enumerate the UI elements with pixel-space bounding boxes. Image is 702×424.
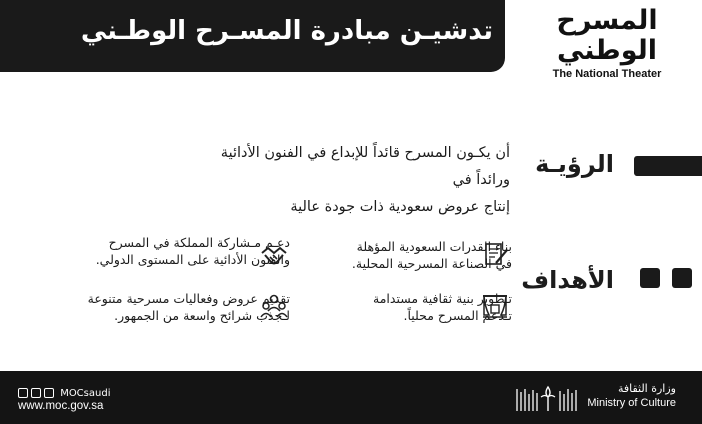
logo-arabic-line2: الوطني xyxy=(556,35,658,66)
vision-line-1: أن يكـون المسرح قائداً للإبداع في الفنون الأدائية ورائداً في xyxy=(220,145,510,188)
goal-3-line-1: تـطوير بنية ثقافية مستدامة xyxy=(373,291,512,306)
footer xyxy=(0,371,702,424)
goal-item xyxy=(272,238,512,272)
ministry-name-english: Ministry of Culture xyxy=(587,397,676,409)
youtube-icon[interactable] xyxy=(44,388,54,398)
goal-3-line-2: تـدعم المسرح محلياً. xyxy=(403,308,512,323)
goal-2-line-2: والفنون الأدائية على المستوى الدولي. xyxy=(95,252,290,267)
vision-line-2: إنتاج عروض سعودية ذات جودة عالية xyxy=(290,199,510,215)
page-title: تدشيـن مبادرة المسـرح الوطـني xyxy=(80,16,493,46)
instagram-icon[interactable] xyxy=(31,388,41,398)
goal-4-line-1: تقديم عروض وفعاليات مسرحية متنوعة xyxy=(87,291,290,306)
goal-1-line-2: في الصناعة المسرحية المحلية. xyxy=(351,256,512,271)
website-link[interactable]: www.moc.gov.sa xyxy=(18,400,104,412)
social-handle[interactable]: MOCsaudi xyxy=(60,388,111,399)
vision-marker xyxy=(634,156,702,176)
twitter-icon[interactable] xyxy=(18,388,28,398)
goal-item xyxy=(272,290,512,324)
goals-marker-1 xyxy=(672,268,692,288)
goal-2-line-1: دعـم مـشاركة المملكة في المسرح xyxy=(108,235,290,250)
goals-marker-2 xyxy=(640,268,660,288)
vision-heading: الرؤيـة xyxy=(535,150,614,178)
ministry-name-arabic: وزارة الثقافة xyxy=(617,382,676,395)
goal-item xyxy=(50,290,290,324)
title-banner xyxy=(0,0,505,72)
goal-item xyxy=(50,234,290,268)
goal-1-line-1: بناء القدرات السعودية المؤهلة xyxy=(356,239,512,254)
vision-statement xyxy=(210,140,510,221)
goal-4-line-2: لـجذب شرائح واسعة من الجمهور. xyxy=(114,308,290,323)
ministry-of-culture-logo xyxy=(514,383,584,413)
logo-english: The National Theater xyxy=(552,68,662,80)
logo-arabic-line1: المسرح xyxy=(556,5,658,36)
social-links xyxy=(18,388,110,399)
goals-heading: الأهداف xyxy=(521,266,614,294)
national-theater-logo xyxy=(542,6,672,86)
